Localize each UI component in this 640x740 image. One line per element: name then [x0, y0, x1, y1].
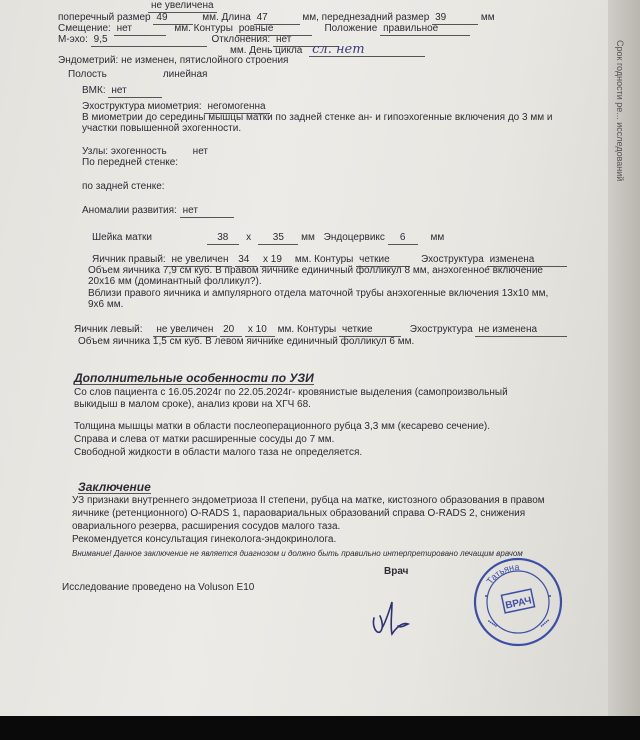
myometrium-row: Эхоструктура миометрия: негомогенна — [82, 101, 270, 114]
conclusion-note: Внимание! Данное заключение не является диагнозом и должно быть правильно интерпретировано лечащим врачом — [72, 549, 523, 558]
conclusion-l3: овариального резерва, расширения сосудов малого таза. — [72, 521, 341, 532]
cervix-row: Шейка матки 38 х 35 мм Эндоцервикс 6 мм — [92, 232, 445, 243]
top-row5: Эндометрий: не изменен, пятислойного строения — [58, 55, 289, 66]
adjacent-page-edge — [608, 0, 640, 716]
footer-doctor-label: Врач — [384, 566, 409, 577]
right-ovary-row: Яичник правый: не увеличен 34 х 19 мм. Контуры четкие Эхоструктура изменена — [92, 254, 567, 267]
right-ovary-line2: 20х16 мм (доминантный фолликул?). — [88, 276, 262, 287]
right-ovary-line3: Вблизи правого яичника и ампулярного отдела маточной трубы анэхогенные включения 13х10 мм, — [88, 288, 549, 299]
additional-heading: Дополнительные особенности по УЗИ — [74, 371, 314, 385]
vmk-row: ВМК: нет — [82, 85, 162, 98]
bottom-black-bar — [0, 716, 640, 740]
top-row1: поперечный размер 49 мм. Длина 47 мм, переднезадний размер 39 мм — [58, 12, 495, 23]
conclusion-l2: яичнике (ретенционного) O-RADS 1, параовариальных образований справа O-RADS 2, снижения — [72, 508, 526, 519]
right-ovary-line4: 9х6 мм. — [88, 299, 124, 310]
nodes-front: По передней стенке: — [82, 157, 179, 168]
signature — [368, 598, 412, 640]
top-row2: Смещение: нет мм. Контуры ровные Положение правильное — [58, 23, 470, 36]
conclusion-heading: Заключение — [78, 480, 151, 494]
top-row0: не увеличена — [148, 0, 217, 13]
footer-device: Исследование проведено на Voluson E10 — [62, 582, 255, 593]
additional-p2l2: Справа и слева от матки расширенные сосуды до 7 мм. — [74, 434, 335, 445]
svg-text:▪▪▪▪▪: ▪▪▪▪▪ — [539, 618, 552, 630]
additional-p2l1: Толщина мышцы матки в области послеоперационного рубца 3,3 мм (кесарево сечение). — [74, 421, 490, 432]
stamp-seal-icon — [472, 556, 564, 648]
left-ovary-line1: Объем яичника 1,5 см куб. В левом яичнике единичный фолликул 6 мм. — [78, 336, 415, 347]
nodes-back: по задней стенке: — [82, 181, 165, 192]
top-row4: мм. День цикла сл. нет — [230, 44, 425, 57]
additional-p1l2: выкидыш в малом сроке), анализ крови на ХГЧ 68. — [74, 399, 311, 410]
myometrium-line2: участки повышенной эхогенности. — [82, 123, 242, 134]
cavity-row: Полость линейная — [68, 69, 208, 80]
left-ovary-row: Яичник левый: не увеличен 20 х 10 мм. Контуры четкие Эхоструктура не изменена — [74, 324, 567, 337]
top-row3: М-эхо: 9,5 Отклонения: нет — [58, 34, 339, 47]
svg-text:Татьяна — [485, 562, 520, 586]
stamp-text-center: ВРАЧ — [504, 595, 533, 612]
myometrium-line1: В миометрии до середины мышцы матки по задней стенке ан- и гипоэхогенные включения до 3 мм и — [82, 112, 553, 123]
right-ovary-line1: Объем яичника 7,9 см куб. В правом яичнике единичный фолликул 8 мм, анэхогенное включение — [88, 265, 543, 276]
stamp-text-top: Татьяна — [484, 561, 520, 587]
conclusion-l1: УЗ признаки внутреннего эндометриоза II степени, рубца на матке, кистозного образования в правом — [72, 495, 545, 506]
additional-p2l3: Свободной жидкости в области малого таза не определяется. — [74, 447, 363, 458]
doctor-stamp — [472, 556, 564, 648]
additional-p1l1: Со слов пациента с 16.05.2024г по 22.05.2024г- кровянистые выделения (самопроизвольный — [74, 387, 508, 398]
nodes-row: Узлы: эхогенность нет — [82, 146, 209, 157]
conclusion-l4: Рекомендуется консультация гинеколога-эндокринолога. — [72, 534, 337, 545]
side-text: Срок годности ре... исследований — [615, 40, 625, 182]
anomalies-row: Аномалии развития: нет — [82, 205, 234, 218]
svg-text:▪▪▪▪▪: ▪▪▪▪▪ — [485, 618, 499, 630]
